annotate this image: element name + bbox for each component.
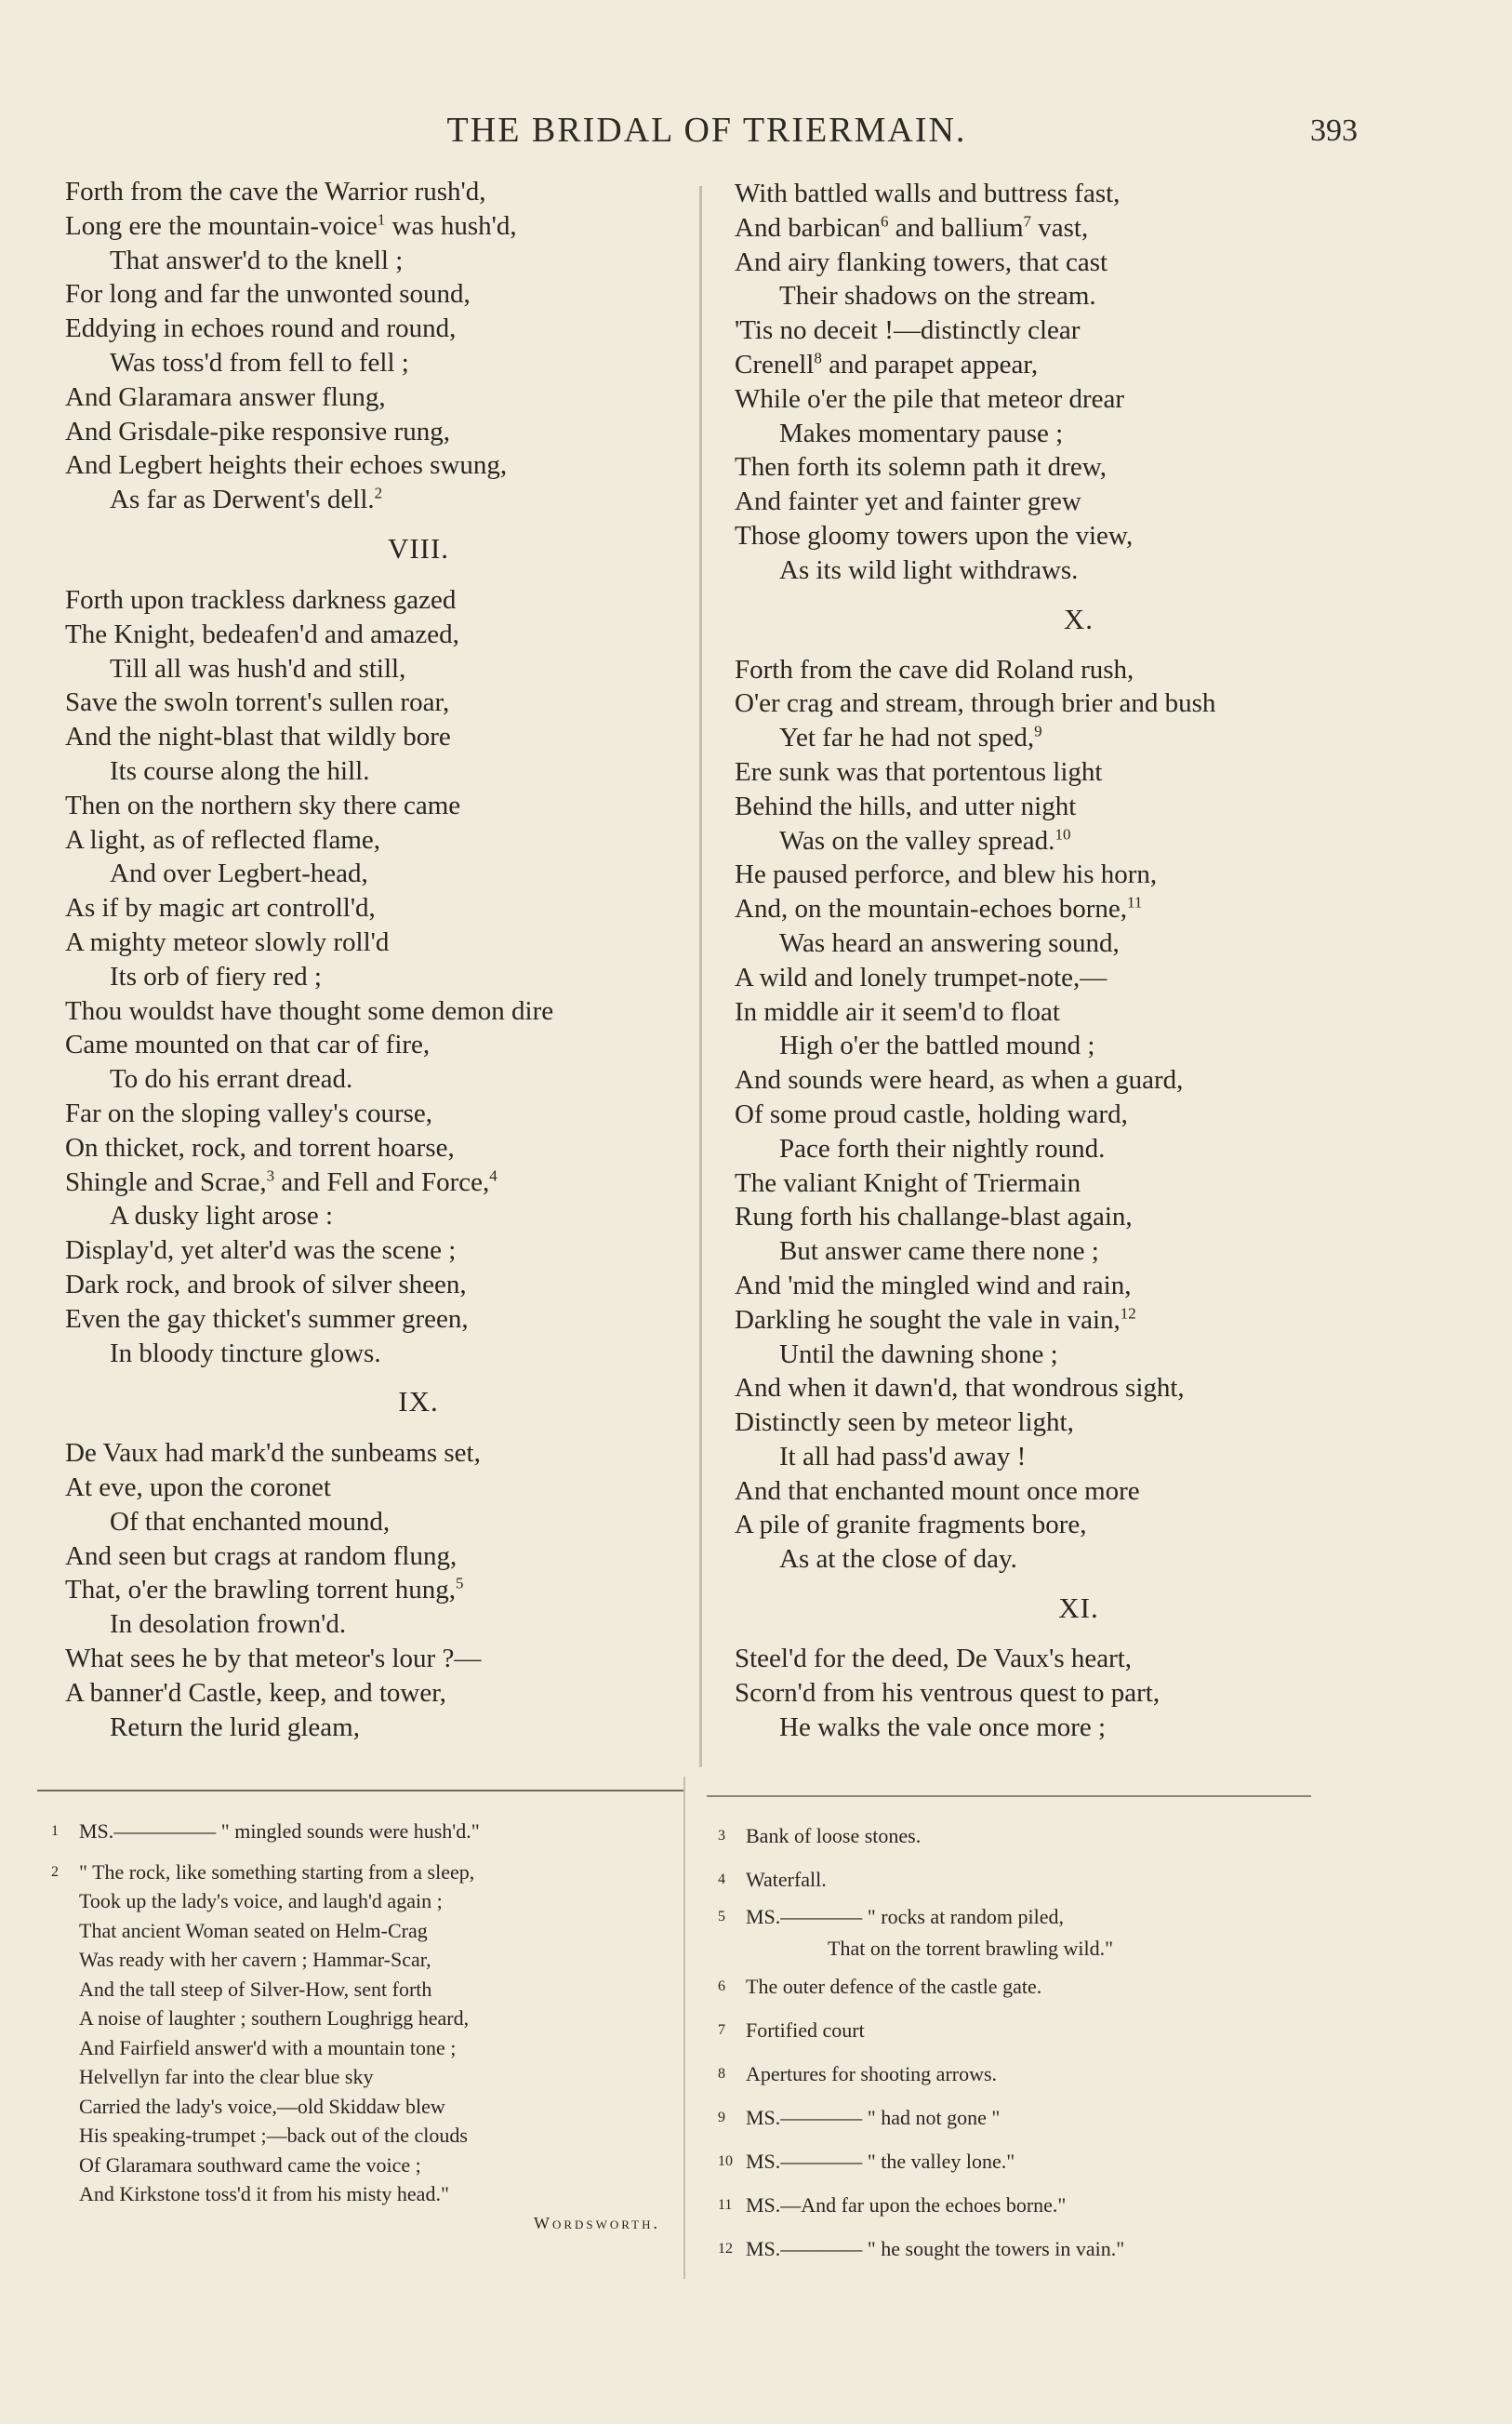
footnote-mark: 7: [718, 2022, 725, 2038]
footnote-mark: 12: [718, 2241, 733, 2257]
footnote-text: MS.—And far upon the echoes borne.": [746, 2193, 1067, 2217]
verse-text: That answer'd to the knell ;: [110, 245, 404, 275]
verse-text: Was toss'd from fell to fell ;: [110, 347, 409, 378]
verse-text: While o'er the pile that meteor drear: [735, 383, 1125, 414]
footnote-ref: 7: [1023, 212, 1032, 231]
verse-text: And seen but crags at random flung,: [65, 1540, 458, 1571]
footnote-12: [718, 2227, 1322, 2271]
verse-text: In bloody tincture glows.: [110, 1338, 381, 1368]
verse-text: In middle air it seem'd to float: [735, 996, 1060, 1027]
footnote-ref: 3: [266, 1165, 275, 1184]
verse-line: [65, 1131, 716, 1165]
verse-text: Of some proud castle, holding ward,: [735, 1099, 1128, 1129]
footnote-text: " The rock, like something starting from a sleep,: [79, 1859, 475, 1884]
verse-text: Shingle and Scrae,: [65, 1166, 267, 1197]
verse-text: As if by magic art controll'd,: [65, 893, 376, 924]
footnote-mark: 5: [718, 1909, 725, 1925]
verse-line: [735, 1338, 1339, 1372]
verse-line: [65, 789, 716, 823]
verse-line: [65, 1676, 716, 1711]
stanza-vii-continued: [65, 175, 716, 517]
verse-text: As its wild light withdraws.: [779, 554, 1079, 585]
footnote-ref: 9: [1034, 722, 1042, 740]
verse-text: It all had pass'd away !: [779, 1441, 1027, 1472]
verse-line: [735, 1405, 1339, 1440]
footnote-mark: 3: [718, 1828, 725, 1844]
stanza-heading-xi: XI.: [1058, 1592, 1099, 1625]
verse-line: [65, 483, 716, 517]
verse-text: And, on the mountain-echoes borne,: [735, 894, 1128, 925]
stanza-heading-viii: VIII.: [387, 531, 450, 565]
verse-text: and parapet appear,: [821, 349, 1039, 380]
verse-text: Till all was hush'd and still,: [110, 653, 406, 684]
footnote-text: The outer defence of the castle gate.: [746, 1975, 1042, 1998]
verse-text: A wild and lonely trumpet-note,—: [735, 962, 1107, 992]
verse-text: And Glaramara answer flung,: [65, 381, 386, 412]
footnote-mark: 4: [718, 1871, 725, 1887]
footnote-line: [51, 1945, 674, 1975]
verse-text: Was on the valley spread.: [779, 825, 1055, 856]
footnote-line: [51, 2004, 674, 2033]
verse-text: Their shadows on the stream.: [779, 281, 1096, 312]
verse-line: [65, 244, 716, 278]
footnote-text: And Kirkstone toss'd it from his misty head.": [79, 2182, 449, 2205]
verse-line: [65, 175, 716, 209]
verse-line: [735, 824, 1339, 859]
footnote-text: Of Glaramara southward came the voice ;: [79, 2152, 421, 2177]
verse-text: Darkling he sought the vale in vain,: [735, 1304, 1121, 1335]
verse-line: [735, 348, 1339, 382]
verse-text: Its orb of fiery red ;: [110, 961, 322, 992]
verse-line: [735, 485, 1339, 519]
verse-text: And over Legbert-head,: [110, 859, 368, 889]
verse-text: Until the dawning shone ;: [779, 1339, 1058, 1369]
verse-line: [735, 686, 1339, 721]
verse-text: 'Tis no deceit !—distinctly clear: [735, 315, 1081, 346]
verse-text: And Legbert heights their echoes swung,: [65, 450, 508, 481]
verse-line: [65, 448, 716, 483]
footnotes-left: [51, 1817, 674, 2238]
verse-text: A banner'd Castle, keep, and tower,: [65, 1677, 446, 1708]
footnote-text: MS.———— " rocks at random piled,: [746, 1905, 1064, 1928]
verse-line: [65, 380, 716, 415]
verse-line: [735, 1132, 1339, 1166]
verse-text: Crenell: [735, 349, 815, 380]
footnote-text: Fortified court: [746, 2018, 865, 2042]
stanza-viii: [65, 583, 716, 1370]
verse-line: [65, 1097, 716, 1131]
verse-text: Pace forth their nightly round.: [779, 1133, 1106, 1164]
footnote-text: Took up the lady's voice, and laugh'd again ;: [79, 1889, 443, 1912]
verse-text: A light, as of reflected flame,: [65, 824, 381, 855]
verse-line: [735, 790, 1339, 824]
verse-text: Save the swoln torrent's sullen roar,: [65, 687, 450, 718]
footnote-ref: 12: [1120, 1304, 1136, 1323]
verse-text: Of that enchanted mound,: [110, 1506, 391, 1537]
verse-text: Return the lurid gleam,: [110, 1711, 360, 1742]
verse-line: [65, 312, 716, 346]
verse-line: [65, 1607, 716, 1642]
footnote-text: His speaking-trumpet ;—back out of the clouds: [79, 2124, 468, 2147]
verse-text: Then on the northern sky there came: [65, 790, 461, 820]
verse-line: [735, 926, 1339, 961]
verse-text: And Grisdale-pike responsive rung,: [65, 416, 450, 446]
verse-line: [735, 313, 1339, 348]
verse-line: [735, 1542, 1339, 1577]
verse-text: And 'mid the mingled wind and rain,: [735, 1270, 1132, 1300]
verse-text: A mighty meteor slowly roll'd: [65, 926, 390, 957]
footnote-text: A noise of laughter ; southern Loughrigg heard,: [79, 2006, 470, 2030]
verse-text: But answer came there none ;: [779, 1236, 1099, 1267]
verse-text: Even the gay thicket's summer green,: [65, 1303, 469, 1334]
verse-text: and Fell and Force,: [274, 1166, 490, 1197]
verse-text: Thou wouldst have thought some demon dire: [65, 995, 554, 1026]
footnote-text: Waterfall.: [746, 1868, 827, 1891]
footnote-9: [718, 2096, 1322, 2139]
footnote-1: [51, 1817, 674, 1846]
right-column: [735, 177, 1339, 1744]
stanza-xi: [735, 1642, 1339, 1744]
footnote-mark: 8: [718, 2066, 725, 2082]
verse-line: [65, 1337, 716, 1371]
page-number: 393: [1310, 113, 1358, 148]
verse-line: [65, 652, 716, 686]
verse-line: [735, 1676, 1339, 1711]
verse-text: Was heard an answering sound,: [779, 927, 1120, 958]
verse-line: [65, 857, 716, 891]
footnote-text: MS.———— " had not gone ": [746, 2106, 1001, 2129]
verse-text: And that enchanted mount once more: [735, 1475, 1140, 1506]
footnote-mark: 11: [718, 2197, 733, 2213]
footnote-line: [51, 2121, 674, 2151]
footnote-ref: 5: [455, 1574, 464, 1592]
verse-line: [65, 277, 716, 312]
verse-line: [65, 754, 716, 789]
verse-text: And sounds were heard, as when a guard,: [735, 1065, 1184, 1096]
footnote-ref: 2: [374, 484, 383, 502]
verse-line: [735, 1642, 1339, 1676]
footnote-line: [51, 1975, 674, 2004]
verse-line: [65, 1436, 716, 1471]
verse-line: [735, 450, 1339, 485]
footnote-column-divider: [683, 1777, 685, 2279]
footnote-line: [51, 2179, 674, 2209]
verse-text: Ere sunk was that portentous light: [735, 756, 1103, 787]
verse-text: Distinctly seen by meteor light,: [735, 1407, 1074, 1438]
verse-line: [65, 1233, 716, 1268]
footnote-text: That ancient Woman seated on Helm-Crag: [79, 1918, 428, 1942]
footnote-ref: 8: [814, 349, 822, 367]
verse-line: [65, 583, 716, 618]
verse-text: High o'er the battled mound ;: [779, 1031, 1095, 1061]
footnote-ref: 1: [377, 210, 386, 229]
footnote-line: [51, 1886, 674, 1916]
verse-text: Its course along the hill.: [110, 755, 370, 786]
verse-line: [65, 720, 716, 754]
verse-text: Forth from the cave did Roland rush,: [735, 654, 1134, 685]
verse-line: [735, 177, 1339, 211]
footnote-5: [718, 1901, 1322, 1933]
footnote-text: Bank of loose stones.: [746, 1824, 922, 1847]
verse-text: On thicket, rock, and torrent hoarse,: [65, 1132, 455, 1163]
verse-text: For long and far the unwonted sound,: [65, 279, 471, 310]
footnote-3: [718, 1814, 1322, 1858]
stanza-heading-x: X.: [1063, 602, 1094, 635]
verse-text: Came mounted on that car of fire,: [65, 1030, 431, 1060]
verse-text: Those gloomy towers upon the view,: [735, 520, 1134, 551]
verse-line: [735, 1474, 1339, 1509]
verse-line: [65, 1471, 716, 1505]
footnote-line: [51, 1916, 674, 1946]
footnote-signature: Wordsworth.: [533, 2213, 660, 2232]
verse-line: [735, 417, 1339, 451]
verse-line: [735, 519, 1339, 553]
verse-line: [735, 382, 1339, 417]
verse-text: Rung forth his challange-blast again,: [735, 1202, 1133, 1232]
verse-line: [735, 755, 1339, 790]
footnote-7: [718, 2008, 1322, 2052]
verse-line: [735, 653, 1339, 687]
verse-line: [735, 961, 1339, 995]
footnote-continuation: That on the torrent brawling wild.": [828, 1937, 1114, 1960]
verse-line: [65, 618, 716, 652]
footnote-8: [718, 2052, 1322, 2096]
verse-line: [65, 960, 716, 994]
footnote-line: [51, 2033, 674, 2063]
stanza-ix-continued: [735, 177, 1339, 588]
footnote-10: [718, 2139, 1322, 2183]
verse-text: And the night-blast that wildly bore: [65, 722, 451, 753]
verse-text: He walks the vale once more ;: [779, 1711, 1107, 1742]
verse-line: [735, 1098, 1339, 1132]
footnote-text: And the tall steep of Silver-How, sent forth: [79, 1977, 432, 2001]
verse-line: [735, 1200, 1339, 1234]
footnote-line: [51, 2062, 674, 2092]
verse-line: [735, 1029, 1339, 1063]
verse-line: [65, 1268, 716, 1302]
footnote-text: MS.———— " he sought the towers in vain.": [746, 2237, 1125, 2260]
verse-line: [65, 1302, 716, 1337]
verse-line: [65, 1505, 716, 1539]
verse-line: [735, 211, 1339, 246]
verse-text: Then forth its solemn path it drew,: [735, 452, 1107, 483]
footnote-text: Apertures for shooting arrows.: [746, 2062, 998, 2085]
verse-text: And when it dawn'd, that wondrous sight,: [735, 1373, 1185, 1404]
verse-line: [735, 721, 1339, 755]
verse-line: [735, 1166, 1339, 1201]
verse-text: A dusky light arose :: [110, 1201, 334, 1232]
footnote-text: MS.———— " the valley lone.": [746, 2150, 1015, 2173]
footnote-rule-left: [37, 1790, 683, 1791]
verse-text: With battled walls and buttress fast,: [735, 179, 1121, 208]
verse-text: That, o'er the brawling torrent hung,: [65, 1575, 456, 1605]
verse-text: O'er crag and stream, through brier and bush: [735, 688, 1216, 719]
footnote-text: Carried the lady's voice,—old Skiddaw blew: [79, 2094, 445, 2118]
verse-line: [735, 1303, 1339, 1338]
stanza-ix: [65, 1436, 716, 1744]
footnote-rule-right: [707, 1795, 1311, 1797]
verse-text: At eve, upon the coronet: [65, 1472, 331, 1503]
footnote-2-verse: [51, 1858, 674, 2209]
verse-line: [735, 1440, 1339, 1474]
verse-text: vast,: [1031, 212, 1089, 243]
verse-text: To do his errant dread.: [110, 1064, 353, 1095]
footnote-mark: 2: [51, 1863, 59, 1880]
verse-line: [65, 1573, 716, 1607]
verse-line: [735, 246, 1339, 280]
verse-line: [65, 1028, 716, 1062]
verse-line: [65, 415, 716, 449]
verse-text: Display'd, yet alter'd was the scene ;: [65, 1235, 457, 1266]
verse-text: Makes momentary pause ;: [779, 418, 1064, 448]
verse-line: [65, 686, 716, 720]
left-column: [65, 175, 716, 1744]
running-title: THE BRIDAL OF TRIERMAIN.: [446, 111, 967, 150]
verse-line: [735, 1063, 1339, 1098]
footnote-line: [51, 2151, 674, 2180]
footnote-11: [718, 2183, 1322, 2227]
verse-line: [735, 1269, 1339, 1303]
verse-line: [735, 892, 1339, 926]
verse-text: De Vaux had mark'd the sunbeams set,: [65, 1438, 481, 1469]
verse-text: Eddying in echoes round and round,: [65, 313, 457, 344]
verse-text: Long ere the mountain-voice: [65, 210, 378, 241]
verse-line: [735, 858, 1339, 892]
footnote-ref: 4: [489, 1165, 497, 1184]
verse-text: was hush'd,: [385, 210, 517, 241]
verse-line: [65, 823, 716, 858]
footnote-mark: 10: [718, 2153, 733, 2169]
verse-text: As far as Derwent's dell.: [110, 485, 375, 515]
footnote-ref: 11: [1127, 893, 1143, 912]
verse-line: [65, 1642, 716, 1676]
footnote-mark: 9: [718, 2110, 725, 2125]
verse-text: Yet far he had not sped,: [779, 723, 1035, 753]
verse-line: [65, 891, 716, 926]
verse-line: [735, 1371, 1339, 1405]
verse-line: [65, 1711, 716, 1745]
footnote-text: MS.————— " mingled sounds were hush'd.": [79, 1819, 480, 1843]
stanza-x: [735, 653, 1339, 1578]
verse-text: And barbican: [735, 212, 882, 243]
verse-line: [735, 1234, 1339, 1269]
footnote-text: Was ready with her cavern ; Hammar-Scar,: [79, 1948, 431, 1971]
verse-text: And airy flanking towers, that cast: [735, 246, 1108, 277]
verse-line: [65, 1062, 716, 1097]
verse-line: [735, 1711, 1339, 1745]
verse-text: As at the close of day.: [779, 1544, 1017, 1575]
footnote-mark: 1: [51, 1823, 59, 1839]
footnote-ref: 10: [1054, 824, 1071, 843]
verse-text: Behind the hills, and utter night: [735, 791, 1077, 821]
footnote-text: Helvellyn far into the clear blue sky: [79, 2065, 374, 2088]
stanza-heading-ix: IX.: [398, 1385, 439, 1418]
verse-text: Steel'd for the deed, De Vaux's heart,: [735, 1644, 1133, 1674]
verse-text: In desolation frown'd.: [110, 1609, 347, 1640]
verse-line: [65, 1165, 716, 1200]
verse-text: Scorn'd from his ventrous quest to part,: [735, 1677, 1161, 1708]
verse-text: The valiant Knight of Triermain: [735, 1167, 1081, 1198]
verse-line: [735, 995, 1339, 1030]
verse-text: and ballium: [888, 212, 1024, 243]
verse-line: [735, 1508, 1339, 1542]
verse-line: [65, 926, 716, 960]
verse-line: [735, 553, 1339, 588]
footnote-6: [718, 1965, 1322, 2008]
footnote-line: [51, 2092, 674, 2122]
footnote-mark: 6: [718, 1978, 725, 1994]
verse-text: Far on the sloping valley's course,: [65, 1098, 433, 1128]
verse-text: And fainter yet and fainter grew: [735, 486, 1081, 517]
verse-line: [65, 1199, 716, 1233]
verse-text: Forth upon trackless darkness gazed: [65, 584, 457, 615]
verse-text: Forth from the cave the Warrior rush'd,: [65, 177, 486, 206]
verse-text: A pile of granite fragments bore,: [735, 1510, 1087, 1540]
verse-line: [735, 279, 1339, 313]
verse-line: [65, 346, 716, 380]
footnotes-right: [718, 1814, 1322, 2271]
verse-text: The Knight, bedeafen'd and amazed,: [65, 619, 459, 649]
verse-text: He paused perforce, and blew his horn,: [735, 859, 1158, 890]
footnote-2: [51, 1858, 674, 2239]
footnote-line: [51, 1858, 674, 1887]
footnote-text: And Fairfield answer'd with a mountain tone ;: [79, 2035, 457, 2059]
verse-line: [65, 994, 716, 1029]
verse-text: Dark rock, and brook of silver sheen,: [65, 1269, 467, 1299]
footnote-4: [718, 1858, 1322, 1901]
verse-line: [65, 1539, 716, 1574]
footnote-ref: 6: [881, 212, 889, 231]
verse-line: [65, 209, 716, 244]
verse-text: What sees he by that meteor's lour ?—: [65, 1644, 482, 1674]
